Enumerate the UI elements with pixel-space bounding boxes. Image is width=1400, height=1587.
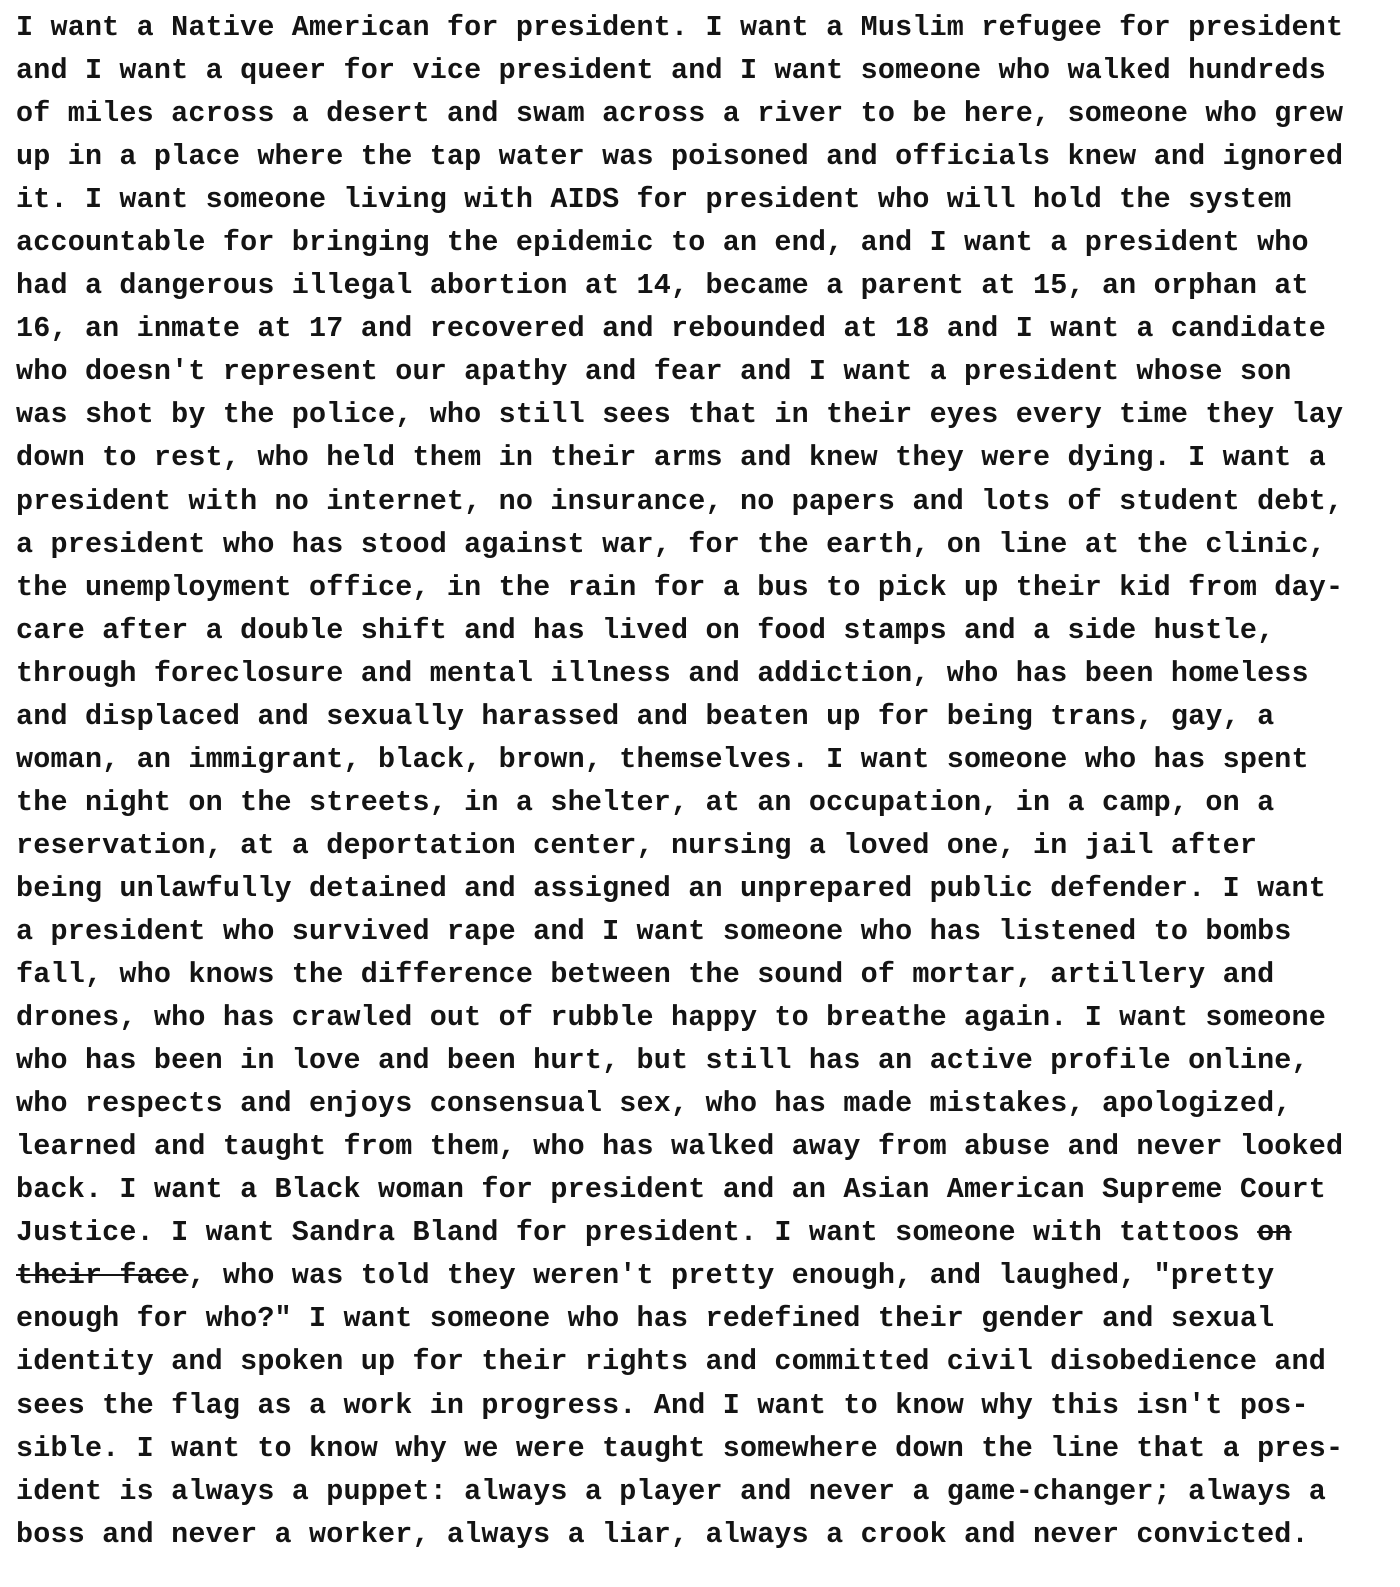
text-line: president with no internet, no insurance, no papers and lots of student debt, [16, 484, 1344, 518]
text-line: being unlawfully detained and assigned an unprepared public defender. I want [16, 871, 1327, 905]
text-line: reservation, at a deportation center, nursing a loved one, in jail after [16, 828, 1258, 862]
text-line: enough for who?" I want someone who has redefined their gender and sexual [16, 1302, 1275, 1336]
text-line [16, 1254, 1396, 1297]
struck-text: their face [16, 1259, 189, 1293]
text-segment: , who was told they weren't pretty enough, and laughed, "pretty [188, 1259, 1275, 1293]
text-line: 16, an inmate at 17 and recovered and rebounded at 18 and I want a candidate [16, 312, 1327, 346]
text-line: and displaced and sexually harassed and beaten up for being trans, gay, a [16, 699, 1275, 733]
text-line: sees the flag as a work in progress. And I want to know why this isn't pos- [16, 1388, 1309, 1422]
text-line: down to rest, who held them in their arms and knew they were dying. I want a [16, 441, 1327, 475]
text-line: sible. I want to know why we were taught somewhere down the line that a pres- [16, 1431, 1344, 1465]
text-line: who respects and enjoys consensual sex, who has made mistakes, apologized, [16, 1087, 1292, 1121]
text-line: through foreclosure and mental illness and addiction, who has been homeless [16, 656, 1309, 690]
text-line: drones, who has crawled out of rubble happy to breathe again. I want someone [16, 1001, 1327, 1035]
text-line: woman, an immigrant, black, brown, themselves. I want someone who has spent [16, 742, 1309, 776]
text-line: was shot by the police, who still sees that in their eyes every time they lay [16, 398, 1344, 432]
text-line: who doesn't represent our apathy and fear and I want a president whose son [16, 355, 1292, 389]
struck-text: on [1257, 1216, 1292, 1250]
text-line: boss and never a worker, always a liar, always a crook and never convicted. [16, 1517, 1309, 1551]
text-line: care after a double shift and has lived on food stamps and a side hustle, [16, 613, 1275, 647]
text-line: ident is always a puppet: always a player and never a game-changer; always a [16, 1474, 1327, 1508]
text-line: it. I want someone living with AIDS for president who will hold the system [16, 183, 1292, 217]
text-line: a president who survived rape and I want someone who has listened to bombs [16, 914, 1292, 948]
typewritten-poem-page [16, 6, 1396, 1556]
text-line: who has been in love and been hurt, but still has an active profile online, [16, 1044, 1309, 1078]
text-line: up in a place where the tap water was poisoned and officials knew and ignored [16, 140, 1344, 174]
text-line: I want a Native American for president. I want a Muslim refugee for president [16, 11, 1344, 44]
text-line: and I want a queer for vice president and I want someone who walked hundreds [16, 54, 1327, 88]
text-line: back. I want a Black woman for president and an Asian American Supreme Court [16, 1173, 1327, 1207]
text-line: had a dangerous illegal abortion at 14, became a parent at 15, an orphan at [16, 269, 1309, 303]
text-line: of miles across a desert and swam across a river to be here, someone who grew [16, 97, 1344, 131]
text-line: accountable for bringing the epidemic to an end, and I want a president who [16, 226, 1309, 260]
text-line: the night on the streets, in a shelter, at an occupation, in a camp, on a [16, 785, 1275, 819]
text-segment: Justice. I want Sandra Bland for president. I want someone with tattoos [16, 1216, 1258, 1250]
text-line: identity and spoken up for their rights and committed civil disobedience and [16, 1345, 1327, 1379]
text-line [16, 1211, 1396, 1254]
text-line: the unemployment office, in the rain for a bus to pick up their kid from day- [16, 570, 1344, 604]
text-line: learned and taught from them, who has walked away from abuse and never looked [16, 1130, 1344, 1164]
text-line: fall, who knows the difference between the sound of mortar, artillery and [16, 958, 1275, 992]
text-line: a president who has stood against war, for the earth, on line at the clinic, [16, 527, 1327, 561]
